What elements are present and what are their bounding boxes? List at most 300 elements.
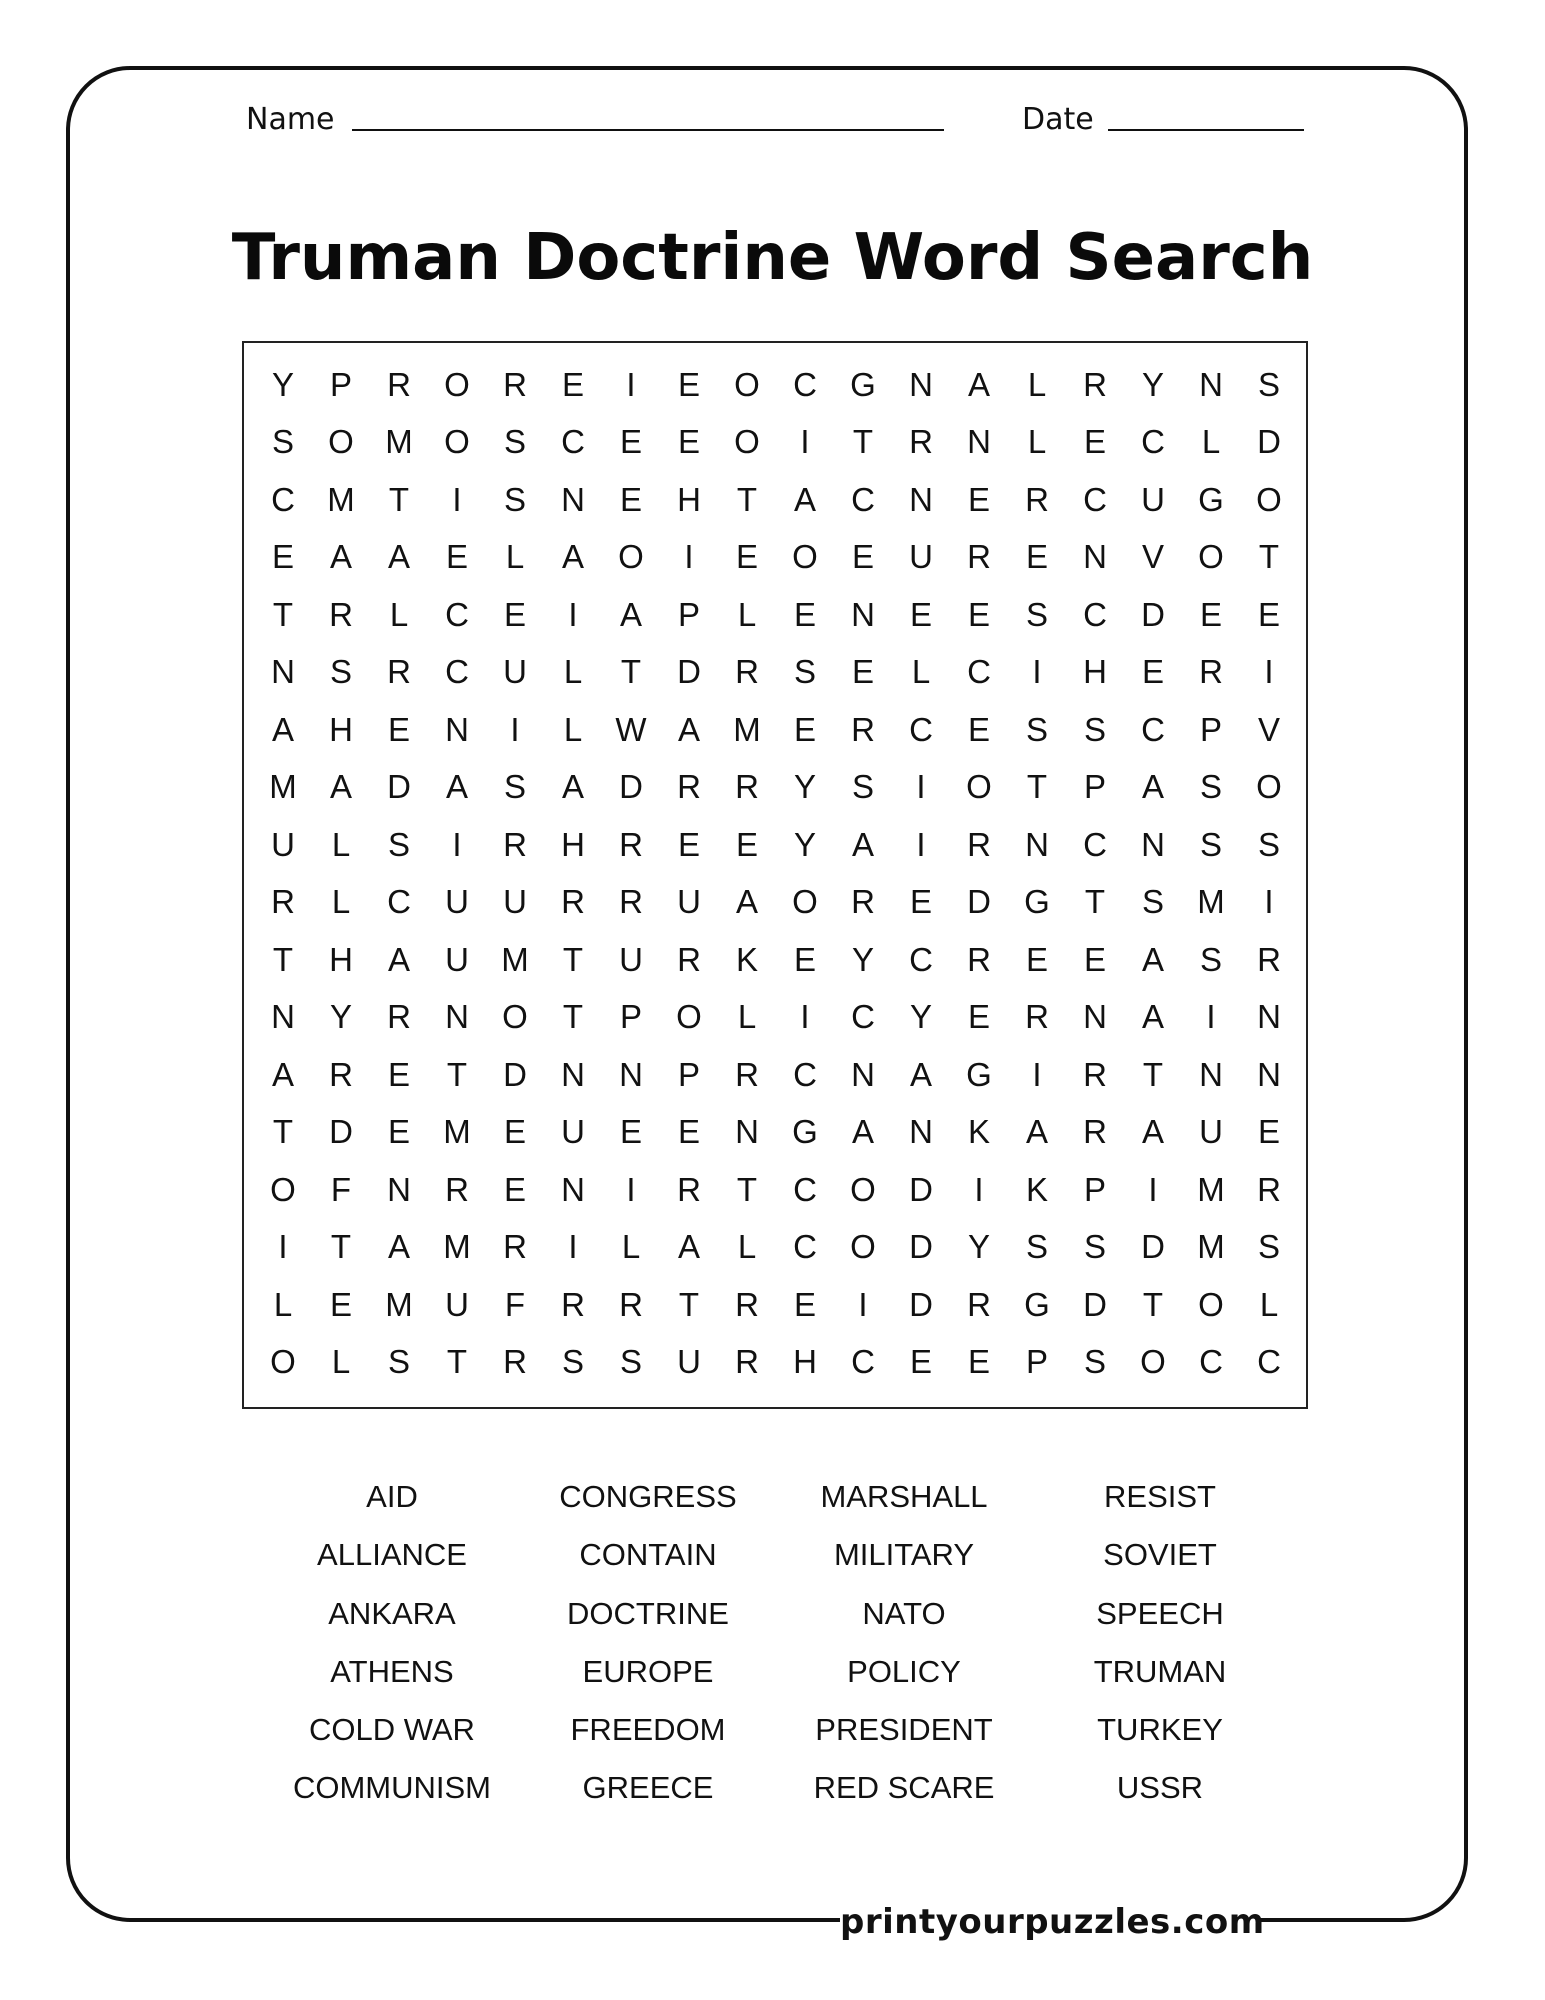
grid-letter[interactable]: U	[561, 1113, 585, 1151]
grid-letter[interactable]: H	[329, 940, 353, 978]
grid-letter[interactable]: O	[444, 365, 470, 403]
grid-letter[interactable]: A	[851, 825, 874, 863]
grid-letter[interactable]: R	[1083, 365, 1107, 403]
grid-letter[interactable]: N	[561, 480, 585, 518]
grid-letter[interactable]: E	[967, 710, 990, 748]
grid-letter[interactable]: D	[387, 768, 411, 806]
grid-letter[interactable]: N	[735, 1113, 759, 1151]
grid-letter[interactable]: A	[677, 1228, 700, 1266]
grid-letter[interactable]: C	[1141, 710, 1165, 748]
grid-letter[interactable]: H	[677, 480, 701, 518]
grid-letter[interactable]: M	[385, 1285, 413, 1323]
grid-letter[interactable]: L	[563, 653, 583, 691]
grid-letter[interactable]: G	[1198, 480, 1224, 518]
grid-letter[interactable]: Y	[851, 940, 874, 978]
grid-letter[interactable]: O	[792, 538, 818, 576]
grid-letter[interactable]: R	[735, 768, 759, 806]
grid-letter[interactable]: D	[329, 1113, 353, 1151]
grid-letter[interactable]: N	[1025, 825, 1049, 863]
grid-letter[interactable]: V	[1257, 710, 1280, 748]
grid-letter[interactable]: N	[387, 1170, 411, 1208]
grid-letter[interactable]: H	[793, 1343, 817, 1381]
grid-letter[interactable]: A	[735, 883, 758, 921]
grid-letter[interactable]: S	[1257, 825, 1280, 863]
grid-letter[interactable]: C	[387, 883, 411, 921]
grid-letter[interactable]: R	[329, 595, 353, 633]
grid-letter[interactable]: N	[271, 653, 295, 691]
grid-letter[interactable]: A	[561, 768, 584, 806]
grid-letter[interactable]: A	[271, 710, 294, 748]
grid-letter[interactable]: L	[737, 998, 757, 1036]
grid-letter[interactable]: A	[909, 1055, 932, 1093]
grid-letter[interactable]: E	[793, 1285, 816, 1323]
grid-letter[interactable]: R	[619, 825, 643, 863]
grid-letter[interactable]: U	[677, 883, 701, 921]
grid-letter[interactable]: Y	[909, 998, 932, 1036]
grid-letter[interactable]: C	[793, 1228, 817, 1266]
grid-letter[interactable]: K	[735, 940, 758, 978]
grid-letter[interactable]: T	[562, 998, 584, 1036]
grid-letter[interactable]: T	[446, 1055, 468, 1093]
grid-letter[interactable]: R	[561, 1285, 585, 1323]
grid-letter[interactable]: N	[561, 1170, 585, 1208]
grid-letter[interactable]: S	[1025, 710, 1048, 748]
grid-letter[interactable]: Y	[1141, 365, 1164, 403]
grid-letter[interactable]: C	[1141, 423, 1165, 461]
grid-letter[interactable]: U	[1199, 1113, 1223, 1151]
grid-letter[interactable]: I	[974, 1170, 984, 1208]
grid-letter[interactable]: U	[619, 940, 643, 978]
grid-letter[interactable]: R	[445, 1170, 469, 1208]
grid-letter[interactable]: E	[909, 883, 932, 921]
grid-letter[interactable]: I	[626, 1170, 636, 1208]
grid-letter[interactable]: S	[503, 768, 526, 806]
grid-letter[interactable]: E	[387, 710, 410, 748]
grid-letter[interactable]: R	[967, 940, 991, 978]
grid-letter[interactable]: C	[909, 940, 933, 978]
grid-letter[interactable]: I	[1032, 653, 1042, 691]
grid-letter[interactable]: I	[916, 825, 926, 863]
grid-letter[interactable]: R	[271, 883, 295, 921]
grid-letter[interactable]: U	[503, 883, 527, 921]
grid-letter[interactable]: A	[1141, 768, 1164, 806]
grid-letter[interactable]: R	[735, 653, 759, 691]
grid-letter[interactable]: C	[1083, 480, 1107, 518]
grid-letter[interactable]: T	[736, 480, 758, 518]
grid-letter[interactable]: A	[329, 538, 352, 576]
grid-letter[interactable]: E	[387, 1055, 410, 1093]
grid-letter[interactable]: C	[1083, 595, 1107, 633]
grid-letter[interactable]: S	[387, 1343, 410, 1381]
grid-letter[interactable]: N	[445, 710, 469, 748]
grid-letter[interactable]: I	[510, 710, 520, 748]
grid-letter[interactable]: C	[851, 1343, 875, 1381]
grid-letter[interactable]: R	[967, 1285, 991, 1323]
grid-letter[interactable]: S	[619, 1343, 642, 1381]
grid-letter[interactable]: M	[327, 480, 355, 518]
grid-letter[interactable]: E	[503, 595, 526, 633]
grid-letter[interactable]: A	[1141, 1113, 1164, 1151]
grid-letter[interactable]: D	[909, 1285, 933, 1323]
grid-letter[interactable]: M	[1197, 1228, 1225, 1266]
grid-letter[interactable]: E	[909, 1343, 932, 1381]
grid-letter[interactable]: I	[626, 365, 636, 403]
grid-letter[interactable]: R	[967, 538, 991, 576]
grid-letter[interactable]: E	[1257, 1113, 1280, 1151]
grid-letter[interactable]: N	[1083, 998, 1107, 1036]
grid-letter[interactable]: E	[735, 538, 758, 576]
grid-letter[interactable]: O	[1256, 480, 1282, 518]
grid-letter[interactable]: A	[387, 940, 410, 978]
grid-letter[interactable]: E	[1083, 940, 1106, 978]
grid-letter[interactable]: R	[851, 883, 875, 921]
grid-letter[interactable]: N	[445, 998, 469, 1036]
grid-letter[interactable]: T	[330, 1228, 352, 1266]
grid-letter[interactable]: O	[270, 1170, 296, 1208]
grid-letter[interactable]: L	[331, 825, 351, 863]
grid-letter[interactable]: N	[1141, 825, 1165, 863]
grid-letter[interactable]: D	[909, 1170, 933, 1208]
grid-letter[interactable]: O	[676, 998, 702, 1036]
grid-letter[interactable]: C	[561, 423, 585, 461]
grid-letter[interactable]: G	[1024, 883, 1050, 921]
grid-letter[interactable]: D	[1083, 1285, 1107, 1323]
grid-letter[interactable]: R	[503, 1228, 527, 1266]
grid-letter[interactable]: M	[269, 768, 297, 806]
grid-letter[interactable]: R	[909, 423, 933, 461]
grid-letter[interactable]: O	[792, 883, 818, 921]
grid-letter[interactable]: E	[677, 825, 700, 863]
grid-letter[interactable]: D	[1257, 423, 1281, 461]
grid-letter[interactable]: L	[273, 1285, 293, 1323]
grid-letter[interactable]: M	[1197, 1170, 1225, 1208]
grid-letter[interactable]: O	[502, 998, 528, 1036]
grid-letter[interactable]: E	[1025, 538, 1048, 576]
grid-letter[interactable]: R	[677, 1170, 701, 1208]
grid-letter[interactable]: Y	[793, 768, 816, 806]
grid-letter[interactable]: N	[851, 1055, 875, 1093]
grid-letter[interactable]: U	[503, 653, 527, 691]
grid-letter[interactable]: C	[445, 595, 469, 633]
grid-letter[interactable]: I	[800, 998, 810, 1036]
grid-letter[interactable]: S	[1141, 883, 1164, 921]
grid-letter[interactable]: E	[851, 538, 874, 576]
grid-letter[interactable]: O	[618, 538, 644, 576]
grid-letter[interactable]: R	[561, 883, 585, 921]
grid-letter[interactable]: E	[793, 710, 816, 748]
grid-letter[interactable]: E	[1257, 595, 1280, 633]
grid-letter[interactable]: E	[1083, 423, 1106, 461]
grid-letter[interactable]: K	[967, 1113, 990, 1151]
grid-letter[interactable]: U	[445, 940, 469, 978]
grid-letter[interactable]: N	[561, 1055, 585, 1093]
grid-letter[interactable]: L	[1027, 365, 1047, 403]
grid-letter[interactable]: U	[271, 825, 295, 863]
grid-letter[interactable]: A	[619, 595, 642, 633]
grid-letter[interactable]: Y	[329, 998, 352, 1036]
grid-letter[interactable]: L	[1027, 423, 1047, 461]
grid-letter[interactable]: R	[329, 1055, 353, 1093]
grid-letter[interactable]: R	[1199, 653, 1223, 691]
grid-letter[interactable]: S	[1025, 595, 1048, 633]
grid-letter[interactable]: V	[1141, 538, 1164, 576]
grid-letter[interactable]: I	[452, 825, 462, 863]
grid-letter[interactable]: N	[967, 423, 991, 461]
grid-letter[interactable]: O	[1198, 1285, 1224, 1323]
grid-letter[interactable]: E	[851, 653, 874, 691]
grid-letter[interactable]: N	[619, 1055, 643, 1093]
grid-letter[interactable]: S	[1199, 940, 1222, 978]
grid-letter[interactable]: L	[1259, 1285, 1279, 1323]
grid-letter[interactable]: M	[385, 423, 413, 461]
grid-letter[interactable]: N	[1199, 365, 1223, 403]
grid-letter[interactable]: N	[271, 998, 295, 1036]
grid-letter[interactable]: A	[793, 480, 816, 518]
grid-letter[interactable]: G	[792, 1113, 818, 1151]
grid-letter[interactable]: D	[619, 768, 643, 806]
grid-letter[interactable]: U	[677, 1343, 701, 1381]
grid-letter[interactable]: O	[734, 365, 760, 403]
grid-letter[interactable]: L	[911, 653, 931, 691]
grid-letter[interactable]: U	[445, 883, 469, 921]
grid-letter[interactable]: S	[1257, 365, 1280, 403]
grid-letter[interactable]: N	[1257, 998, 1281, 1036]
grid-letter[interactable]: R	[503, 365, 527, 403]
grid-letter[interactable]: S	[1083, 1228, 1106, 1266]
grid-letter[interactable]: E	[677, 423, 700, 461]
grid-letter[interactable]: S	[1025, 1228, 1048, 1266]
grid-letter[interactable]: I	[1264, 883, 1274, 921]
grid-letter[interactable]: E	[1199, 595, 1222, 633]
grid-letter[interactable]: N	[1083, 538, 1107, 576]
grid-letter[interactable]: R	[1083, 1055, 1107, 1093]
grid-letter[interactable]: C	[445, 653, 469, 691]
grid-letter[interactable]: I	[1148, 1170, 1158, 1208]
grid-letter[interactable]: T	[562, 940, 584, 978]
grid-letter[interactable]: T	[272, 1113, 294, 1151]
grid-letter[interactable]: E	[793, 940, 816, 978]
grid-letter[interactable]: L	[389, 595, 409, 633]
grid-letter[interactable]: A	[1025, 1113, 1048, 1151]
grid-letter[interactable]: H	[1083, 653, 1107, 691]
grid-letter[interactable]: D	[967, 883, 991, 921]
grid-letter[interactable]: F	[504, 1285, 526, 1323]
grid-letter[interactable]: E	[967, 1343, 990, 1381]
grid-letter[interactable]: E	[445, 538, 468, 576]
grid-letter[interactable]: G	[1024, 1285, 1050, 1323]
grid-letter[interactable]: E	[619, 423, 642, 461]
grid-letter[interactable]: L	[621, 1228, 641, 1266]
grid-letter[interactable]: E	[967, 480, 990, 518]
grid-letter[interactable]: R	[503, 825, 527, 863]
grid-letter[interactable]: R	[1025, 998, 1049, 1036]
grid-letter[interactable]: T	[1026, 768, 1048, 806]
grid-letter[interactable]: M	[1197, 883, 1225, 921]
grid-letter[interactable]: E	[271, 538, 294, 576]
grid-letter[interactable]: T	[1084, 883, 1106, 921]
grid-letter[interactable]: W	[615, 710, 647, 748]
grid-letter[interactable]: D	[677, 653, 701, 691]
grid-letter[interactable]: S	[1199, 825, 1222, 863]
grid-letter[interactable]: L	[505, 538, 525, 576]
grid-letter[interactable]: P	[619, 998, 642, 1036]
grid-letter[interactable]: C	[1257, 1343, 1281, 1381]
grid-letter[interactable]: D	[1141, 1228, 1165, 1266]
grid-letter[interactable]: R	[1025, 480, 1049, 518]
grid-letter[interactable]: E	[1025, 940, 1048, 978]
grid-letter[interactable]: E	[909, 595, 932, 633]
grid-letter[interactable]: O	[966, 768, 992, 806]
grid-letter[interactable]: E	[387, 1113, 410, 1151]
grid-letter[interactable]: N	[1257, 1055, 1281, 1093]
grid-letter[interactable]: T	[678, 1285, 700, 1323]
grid-letter[interactable]: I	[1264, 653, 1274, 691]
grid-letter[interactable]: I	[858, 1285, 868, 1323]
grid-letter[interactable]: S	[329, 653, 352, 691]
grid-letter[interactable]: E	[503, 1170, 526, 1208]
grid-letter[interactable]: R	[619, 883, 643, 921]
grid-letter[interactable]: C	[271, 480, 295, 518]
grid-letter[interactable]: G	[850, 365, 876, 403]
grid-letter[interactable]: P	[677, 1055, 700, 1093]
grid-letter[interactable]: C	[793, 365, 817, 403]
grid-letter[interactable]: E	[793, 595, 816, 633]
grid-letter[interactable]: T	[1258, 538, 1280, 576]
grid-letter[interactable]: M	[501, 940, 529, 978]
grid-letter[interactable]: S	[1199, 768, 1222, 806]
grid-letter[interactable]: R	[677, 768, 701, 806]
grid-letter[interactable]: A	[329, 768, 352, 806]
grid-letter[interactable]: T	[1142, 1055, 1164, 1093]
grid-letter[interactable]: P	[677, 595, 700, 633]
grid-letter[interactable]: O	[734, 423, 760, 461]
grid-letter[interactable]: S	[851, 768, 874, 806]
grid-letter[interactable]: E	[619, 480, 642, 518]
grid-letter[interactable]: A	[561, 538, 584, 576]
grid-letter[interactable]: C	[793, 1055, 817, 1093]
grid-letter[interactable]: I	[684, 538, 694, 576]
grid-letter[interactable]: Y	[967, 1228, 990, 1266]
grid-letter[interactable]: O	[1198, 538, 1224, 576]
grid-letter[interactable]: R	[735, 1343, 759, 1381]
grid-letter[interactable]: T	[1142, 1285, 1164, 1323]
grid-letter[interactable]: T	[736, 1170, 758, 1208]
grid-letter[interactable]: P	[1083, 1170, 1106, 1208]
grid-letter[interactable]: G	[966, 1055, 992, 1093]
grid-letter[interactable]: Y	[793, 825, 816, 863]
grid-letter[interactable]: E	[967, 998, 990, 1036]
grid-letter[interactable]: S	[1083, 1343, 1106, 1381]
grid-letter[interactable]: I	[1032, 1055, 1042, 1093]
grid-letter[interactable]: C	[1199, 1343, 1223, 1381]
grid-letter[interactable]: E	[1141, 653, 1164, 691]
grid-letter[interactable]: D	[909, 1228, 933, 1266]
grid-letter[interactable]: A	[677, 710, 700, 748]
grid-letter[interactable]: R	[387, 653, 411, 691]
grid-letter[interactable]: O	[850, 1228, 876, 1266]
grid-letter[interactable]: I	[278, 1228, 288, 1266]
grid-letter[interactable]: I	[568, 1228, 578, 1266]
grid-letter[interactable]: K	[1025, 1170, 1048, 1208]
grid-letter[interactable]: A	[387, 1228, 410, 1266]
grid-letter[interactable]: S	[271, 423, 294, 461]
grid-letter[interactable]: E	[561, 365, 584, 403]
grid-letter[interactable]: E	[735, 825, 758, 863]
grid-letter[interactable]: C	[851, 998, 875, 1036]
grid-letter[interactable]: S	[387, 825, 410, 863]
grid-letter[interactable]: C	[1083, 825, 1107, 863]
grid-letter[interactable]: N	[909, 480, 933, 518]
grid-letter[interactable]: L	[1201, 423, 1221, 461]
grid-letter[interactable]: L	[331, 1343, 351, 1381]
grid-letter[interactable]: T	[446, 1343, 468, 1381]
grid-letter[interactable]: D	[1141, 595, 1165, 633]
grid-letter[interactable]: P	[329, 365, 352, 403]
grid-letter[interactable]: T	[388, 480, 410, 518]
grid-letter[interactable]: P	[1025, 1343, 1048, 1381]
grid-letter[interactable]: F	[330, 1170, 352, 1208]
grid-letter[interactable]: L	[737, 595, 757, 633]
grid-letter[interactable]: O	[1256, 768, 1282, 806]
grid-letter[interactable]: L	[331, 883, 351, 921]
grid-letter[interactable]: E	[967, 595, 990, 633]
grid-letter[interactable]: P	[1083, 768, 1106, 806]
grid-letter[interactable]: U	[1141, 480, 1165, 518]
grid-letter[interactable]: O	[1140, 1343, 1166, 1381]
grid-letter[interactable]: R	[503, 1343, 527, 1381]
grid-letter[interactable]: S	[503, 480, 526, 518]
grid-letter[interactable]: I	[916, 768, 926, 806]
grid-letter[interactable]: A	[387, 538, 410, 576]
grid-letter[interactable]: O	[850, 1170, 876, 1208]
grid-letter[interactable]: R	[967, 825, 991, 863]
grid-letter[interactable]: R	[387, 998, 411, 1036]
grid-letter[interactable]: O	[444, 423, 470, 461]
grid-letter[interactable]: T	[272, 940, 294, 978]
grid-letter[interactable]: A	[1141, 940, 1164, 978]
grid-letter[interactable]: R	[387, 365, 411, 403]
grid-letter[interactable]: A	[445, 768, 468, 806]
grid-letter[interactable]: L	[563, 710, 583, 748]
grid-letter[interactable]: U	[445, 1285, 469, 1323]
grid-letter[interactable]: Y	[271, 365, 294, 403]
grid-letter[interactable]: M	[443, 1228, 471, 1266]
grid-letter[interactable]: N	[851, 595, 875, 633]
grid-letter[interactable]: T	[272, 595, 294, 633]
name-line[interactable]	[352, 129, 944, 131]
grid-letter[interactable]: E	[677, 1113, 700, 1151]
grid-letter[interactable]: R	[851, 710, 875, 748]
grid-letter[interactable]: R	[735, 1055, 759, 1093]
grid-letter[interactable]: R	[619, 1285, 643, 1323]
grid-letter[interactable]: N	[1199, 1055, 1223, 1093]
grid-letter[interactable]: R	[1083, 1113, 1107, 1151]
grid-letter[interactable]: O	[270, 1343, 296, 1381]
grid-letter[interactable]: T	[852, 423, 874, 461]
grid-letter[interactable]: C	[967, 653, 991, 691]
grid-letter[interactable]: A	[967, 365, 990, 403]
grid-letter[interactable]: N	[909, 1113, 933, 1151]
grid-letter[interactable]: I	[452, 480, 462, 518]
grid-letter[interactable]: M	[733, 710, 761, 748]
grid-letter[interactable]: L	[737, 1228, 757, 1266]
grid-letter[interactable]: R	[1257, 1170, 1281, 1208]
grid-letter[interactable]: E	[503, 1113, 526, 1151]
grid-letter[interactable]: T	[620, 653, 642, 691]
grid-letter[interactable]: C	[851, 480, 875, 518]
grid-letter[interactable]: R	[735, 1285, 759, 1323]
grid-letter[interactable]: S	[1083, 710, 1106, 748]
